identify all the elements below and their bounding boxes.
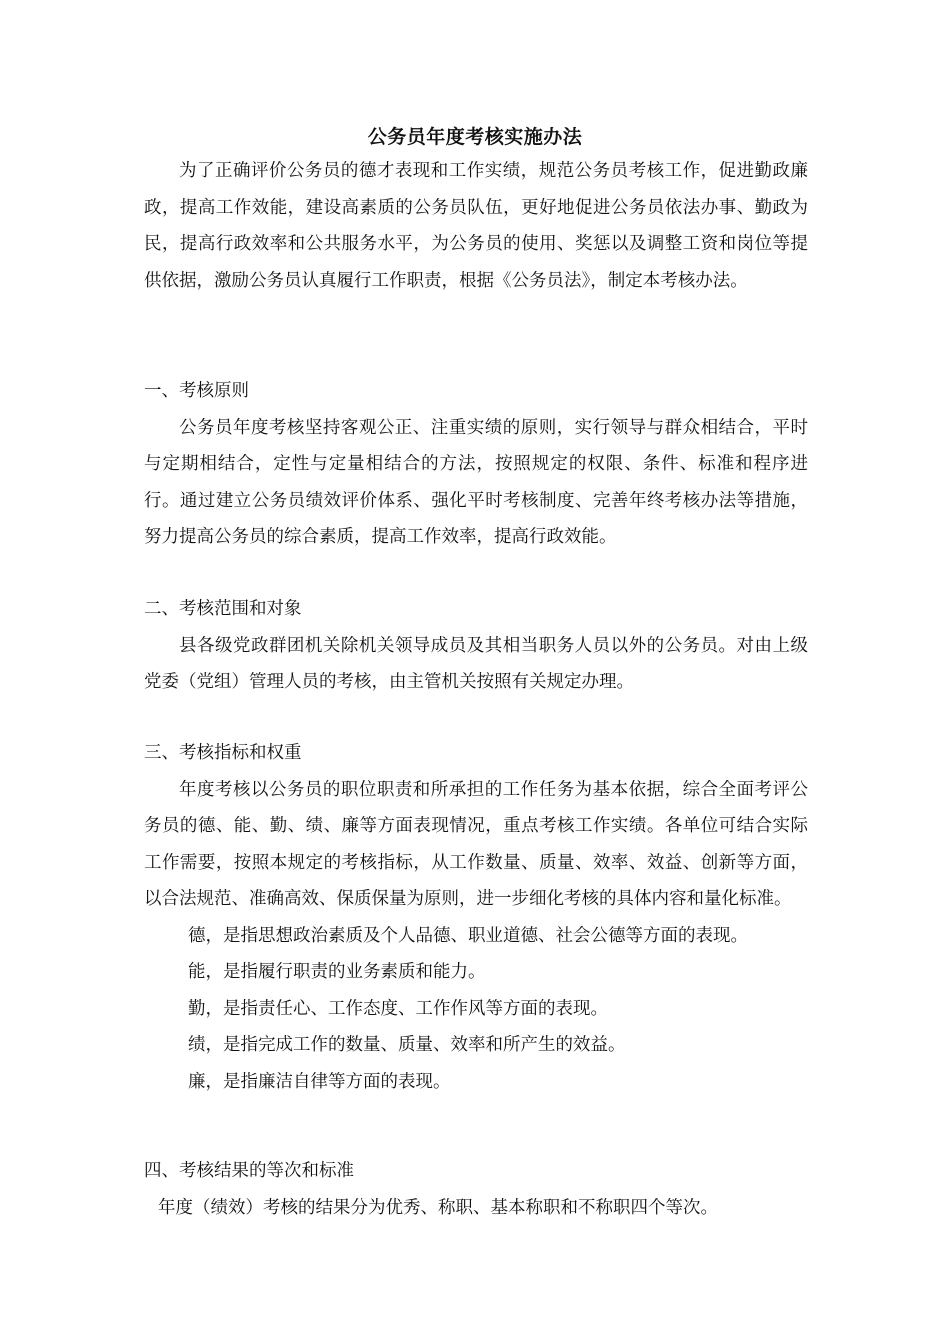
- criteria-item-de: 德，是指思想政治素质及个人品德、职业道德、社会公德等方面的表现。: [188, 925, 748, 946]
- document-title: 公务员年度考核实施办法: [367, 126, 583, 148]
- intro-paragraph: 为了正确评价公务员的德才表现和工作实绩，规范公务员考核工作，促进勤政廉政，提高工作效能，建设高素质的公务员队伍，更好地促进公务员依法办事、勤政为民，提高行政效率和公共服务水平，为公务员的使用、奖惩以及调整工资和岗位等提供依据，激励公务员认真履行工作职责，根据《公务员法》，制定本考核办法。: [144, 161, 808, 291]
- section-heading: 四、考核结果的等次和标准: [144, 1161, 354, 1181]
- criteria-item-neng: 能，是指履行职责的业务素质和能力。: [188, 962, 486, 982]
- section-paragraph: 年度考核以公务员的职位职责和所承担的工作任务为基本依据，综合全面考评公务员的德、能、勤、绩、廉等方面表现情况，重点考核工作实绩。各单位可结合实际工作需要，按照本规定的考核指标，从工作数量、质量、效率、效益、创新等方面，以合法规范、准确高效、保质保量为原则，进一步细化考核的具体内容和量化标准。: [144, 779, 808, 909]
- section-paragraph: 公务员年度考核坚持客观公正、注重实绩的原则，实行领导与群众相结合，平时与定期相结合，定性与定量相结合的方法，按照规定的权限、条件、标准和程序进行。通过建立公务员绩效评价体系、强化平时考核制度、完善年终考核办法等措施，努力提高公务员的综合素质，提高工作效率，提高行政效能。: [144, 417, 808, 547]
- section-paragraph: 县各级党政群团机关除机关领导成员及其相当职务人员以外的公务员。对由上级党委（党组）管理人员的考核，由主管机关按照有关规定办理。: [144, 635, 808, 692]
- section-indicators: [144, 735, 808, 1100]
- section-heading: 一、考核原则: [144, 381, 249, 401]
- section-heading: 二、考核范围和对象: [144, 599, 302, 619]
- criteria-item-ji: 绩，是指完成工作的数量、质量、效率和所产生的效益。: [188, 1035, 626, 1055]
- section-paragraph: 年度（绩效）考核的结果分为优秀、称职、基本称职和不称职四个等次。: [158, 1197, 718, 1218]
- section-scope: [144, 591, 808, 701]
- intro-section: [144, 153, 808, 299]
- section-heading: 三、考核指标和权重: [144, 743, 302, 763]
- criteria-item-lian: 廉，是指廉洁自律等方面的表现。: [188, 1071, 451, 1092]
- section-grades: [144, 1153, 808, 1226]
- criteria-item-qin: 勤，是指责任心、工作态度、工作作风等方面的表现。: [188, 998, 608, 1019]
- section-principles: [144, 373, 808, 556]
